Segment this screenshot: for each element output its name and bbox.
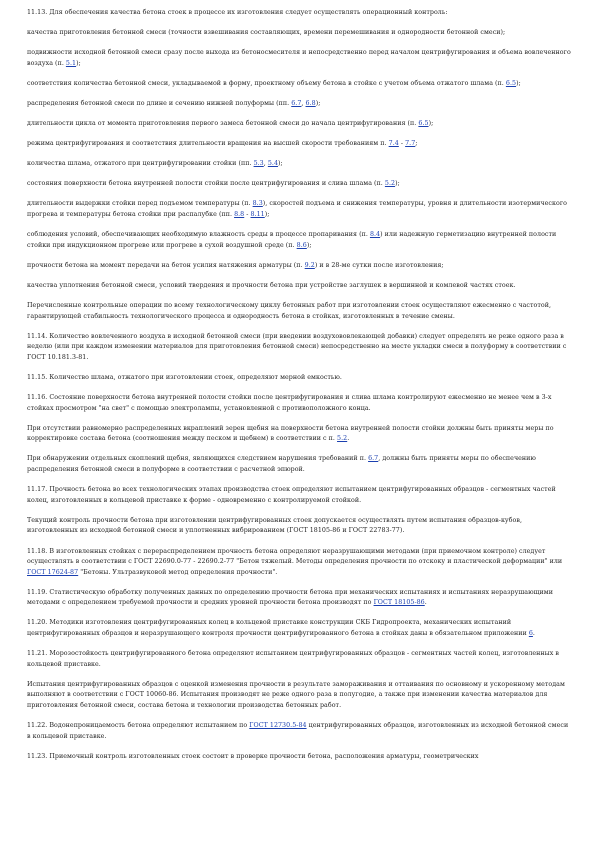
paragraph-text: ); xyxy=(306,241,312,249)
reference-link[interactable]: ГОСТ 12730.5-84 xyxy=(249,722,307,730)
paragraph-text: ); xyxy=(76,59,81,67)
paragraph xyxy=(27,454,571,475)
paragraph xyxy=(27,516,571,537)
paragraph-text: 11.18. В изготовленных стойках с перераспределением прочность бетона определяют неразрушающими методами (при приемочном контроле) следует осуществлять в соответствии с ГОСТ 22690.0-77 - 22690.2-77 "Бетон тяжелый. Методы определения прочности по отскоку и пластической деформации" или xyxy=(27,547,563,566)
paragraph xyxy=(27,373,571,384)
paragraph-text: "Бетоны. Ультразвуковой метод определения прочности". xyxy=(78,568,278,576)
paragraph-text: 11.19. Статистическую обработку полученных данных по определению прочности бетона при механических испытаниях и испытаниях неразрушающими методами с определением требуемой прочности и средних уровней прочности бетона производят по xyxy=(27,588,553,607)
paragraph-text: Перечисленные контрольные операции по всему технологическому циклу бетонных работ при изготовлении стоек осуществляют ежесменно с частотой, гарантирующей стабильность технологического процесса и однородность бетона в стойках, изготовленных в течение смены. xyxy=(27,302,552,320)
paragraph-text: 11.13. Для обеспечения качества бетона стоек в процессе их изготовления следует осуществлять операционный контроль: xyxy=(27,9,448,16)
paragraph-text: - xyxy=(398,140,406,148)
paragraph xyxy=(27,199,571,220)
paragraph-text: длительности выдержки стойки перед подъемом температуры (п. xyxy=(27,200,253,208)
paragraph xyxy=(27,332,571,364)
reference-link[interactable]: 5.4 xyxy=(267,160,279,168)
reference-link[interactable]: 6.5 xyxy=(418,120,429,128)
paragraph-text: . xyxy=(424,599,427,607)
paragraph-text: распределения бетонной смеси по длине и сечению нижней полуформы (пп. xyxy=(27,99,292,107)
reference-link[interactable]: 6.7 xyxy=(291,99,302,107)
paragraph-text: 11.23. Приемочный контроль изготовленных стоек состоит в проверке прочности бетона, расположения арматуры, геометрических xyxy=(27,752,479,760)
paragraph xyxy=(27,119,571,130)
paragraph-text: ) или надежную герметизацию внутренней полости стойки при индукционном прогреве или прогреве в сухой воздушной среде (п. xyxy=(27,231,557,249)
reference-link[interactable]: 6.7 xyxy=(368,455,379,463)
paragraph-text: соблюдения условий, обеспечивающих необходимую влажность среды в процессе пропаривания (п. xyxy=(27,231,370,239)
paragraph-text: При отсутствии равномерно распределенных вкраплений зерен щебня на поверхности бетона внутренней полости стойки должны быть приняты меры по корректировке состава бетона (соотношения между песком и щебнем) в соответствии с п. xyxy=(27,424,554,443)
reference-link[interactable]: 8.6 xyxy=(296,241,307,249)
paragraph xyxy=(27,28,571,39)
paragraph-text: режима центрифугирования и соответствия длительности вращения на высшей скорости требованиям п. xyxy=(27,140,389,148)
paragraph xyxy=(27,261,571,272)
paragraph xyxy=(27,139,571,150)
paragraph xyxy=(27,179,571,190)
paragraph xyxy=(27,281,571,292)
paragraph-text: ), скоростей подъема и снижения температуры, уровня и длительности изотермического прогрева и температуры бетона стойки при распалубке (пп. xyxy=(27,200,568,219)
reference-link[interactable]: 8.11 xyxy=(250,211,265,219)
paragraph-text: , xyxy=(263,160,268,168)
paragraph xyxy=(27,752,571,763)
paragraph-text: При обнаружении отдельных скоплений щебня, являющихся следствием нарушения требований п. xyxy=(27,455,369,463)
paragraph-text: 11.16. Состояние поверхности бетона внутренней полости стойки после центрифугирования и слива шлама контролируют ежесменно не менее чем в 3-х стойках просмотром "на свет" с помощью электролампы, установленной с противоположного конца. xyxy=(27,394,552,412)
paragraph xyxy=(27,301,571,322)
paragraph xyxy=(27,547,571,579)
paragraph xyxy=(27,424,571,445)
reference-link[interactable]: 8.8 xyxy=(234,211,245,219)
paragraph-text: 11.22. Водонепроницаемость бетона определяют испытанием по xyxy=(27,722,250,730)
reference-link[interactable]: 8.3 xyxy=(252,200,263,208)
paragraph-text: центрифугированных образцов, изготовленных из исходной бетонной смеси в кольцевой приставке. xyxy=(27,722,569,740)
reference-link[interactable]: ГОСТ 18105-86 xyxy=(373,599,425,607)
paragraph-text: соответствия количества бетонной смеси, укладываемой в форму, проектному объему бетона в стойке с учетом объема отжатого шлама (п. xyxy=(27,79,506,87)
paragraph xyxy=(27,649,571,670)
paragraph-text: , xyxy=(301,99,306,107)
paragraph-text: длительности цикла от момента приготовления первого замеса бетонной смеси до начала центрифугирования (п. xyxy=(27,120,419,128)
paragraph xyxy=(27,79,571,90)
paragraph-text: 11.20. Методики изготовления центрифугированных колец в кольцевой приставке конструкции СКБ Гидропроекта, механических испытаний центрифугированных образцов и неразрушающего контроля прочности центрифугированного бетона в стойках даны в обязательном приложении xyxy=(27,619,529,638)
paragraph-text: Испытания центрифугированных образцов с оценкой изменения прочности в результате замораживания и оттаивания по основному и ускоренному методам выполняют в соответствии с ГОСТ 10060-86. Испытания производят не реже одного раза в полугодие, а также при изменении качества материалов для приготовления бетонной смеси, состава бетона и технологии производства бетонных работ. xyxy=(27,680,565,710)
paragraph xyxy=(27,159,571,170)
paragraph-text: качества уплотнения бетонной смеси, условий твердения и прочности бетона при устройстве заглушек в вершинной и комлевой частях стоек. xyxy=(27,281,516,289)
paragraph-text: . xyxy=(532,630,535,638)
paragraph-text: ) и в 28-ме сутки после изготовления; xyxy=(314,261,444,269)
reference-link[interactable]: ГОСТ 17624-87 xyxy=(27,568,79,576)
paragraph-text: количества шлама, отжатого при центрифугировании стойки (пп. xyxy=(27,160,254,168)
paragraph-text: ); xyxy=(278,160,283,168)
reference-link[interactable]: 5.2 xyxy=(337,435,348,443)
paragraph-text: - xyxy=(244,211,251,219)
paragraph-text: прочности бетона на момент передачи на бетон усилия натяжения арматуры (п. xyxy=(27,261,305,269)
paragraph-text: ); xyxy=(395,180,400,188)
paragraph-text: 11.15. Количество шлама, отжатого при изготовлении стоек, определяют мерной емкостью. xyxy=(27,373,342,381)
paragraph-text: ); xyxy=(428,120,434,128)
paragraph xyxy=(27,393,571,414)
paragraph-text: состояния поверхности бетона внутренней полости стойки после центрифугирования и слива шлама (п. xyxy=(27,180,385,188)
paragraph-text: 11.21. Морозостойкость центрифугированного бетона определяют испытанием центрифугированных образцов - сегментных частей колец, изготовленных в кольцевой приставке. xyxy=(27,650,559,668)
paragraph xyxy=(27,99,571,110)
document-body xyxy=(27,8,571,772)
reference-link[interactable]: 6.8 xyxy=(305,99,316,107)
paragraph-text: ); xyxy=(516,79,521,87)
reference-link[interactable]: 7.7 xyxy=(405,140,416,148)
reference-link[interactable]: 5.1 xyxy=(65,59,77,67)
paragraph-text: подвижности исходной бетонной смеси сразу после выхода из бетоносмесителя и непосредственно перед началом центрифугирования и объема вовлеченного воздуха (п. xyxy=(27,49,571,67)
paragraph xyxy=(27,618,571,639)
reference-link[interactable]: 7.4 xyxy=(388,140,399,148)
paragraph xyxy=(27,48,571,69)
paragraph-text: 11.17. Прочность бетона во всех технологических этапах производства стоек определяют испытанием центрифугированных образцов - сегментных частей колец, изготовленных в кольцевой приставке к форме - одновременно с контролируемой стойкой. xyxy=(27,486,556,504)
reference-link[interactable]: 6.5 xyxy=(505,79,517,87)
paragraph-text: , должны быть приняты меры по обеспечению распределения бетонной смеси в полуформе в соответствии с расчетной эпюрой. xyxy=(27,455,536,474)
reference-link[interactable]: 9.2 xyxy=(304,261,315,269)
paragraph-text: ; xyxy=(415,140,418,148)
reference-link[interactable]: 5.2 xyxy=(384,180,396,188)
paragraph-text: 11.14. Количество вовлеченного воздуха в исходной бетонной смеси (при введении воздухововлекающей добавки) следует определять не реже одного раза в неделю (или при каждом изменении материалов для приготовления бетонной смеси) непосредственно на месте укладки смеси в полуформу в соответствии с ГОСТ 10.181.3-81. xyxy=(27,332,567,361)
paragraph-text: Текущий контроль прочности бетона при изготовлении центрифугированных стоек допускается осуществлять путем испытания образцов-кубов, изготовленных из исходной бетонной смеси и уплотненных вибрированием (ГОСТ 18105-86 и ГОСТ 22783-77). xyxy=(27,516,523,535)
paragraph xyxy=(27,680,571,712)
paragraph xyxy=(27,721,571,742)
paragraph-text: ); xyxy=(315,99,321,107)
reference-link[interactable]: 6 xyxy=(528,630,533,638)
paragraph xyxy=(27,8,571,19)
paragraph xyxy=(27,588,571,609)
reference-link[interactable]: 8.4 xyxy=(369,231,381,239)
reference-link[interactable]: 5.3 xyxy=(253,160,264,168)
paragraph xyxy=(27,485,571,506)
paragraph-text: качества приготовления бетонной смеси (точности взвешивания составляющих, времени перемешивания и однородности бетонной смеси); xyxy=(27,29,506,37)
paragraph-text: . xyxy=(347,435,350,443)
paragraph-text: ); xyxy=(264,211,270,219)
paragraph xyxy=(27,230,571,251)
